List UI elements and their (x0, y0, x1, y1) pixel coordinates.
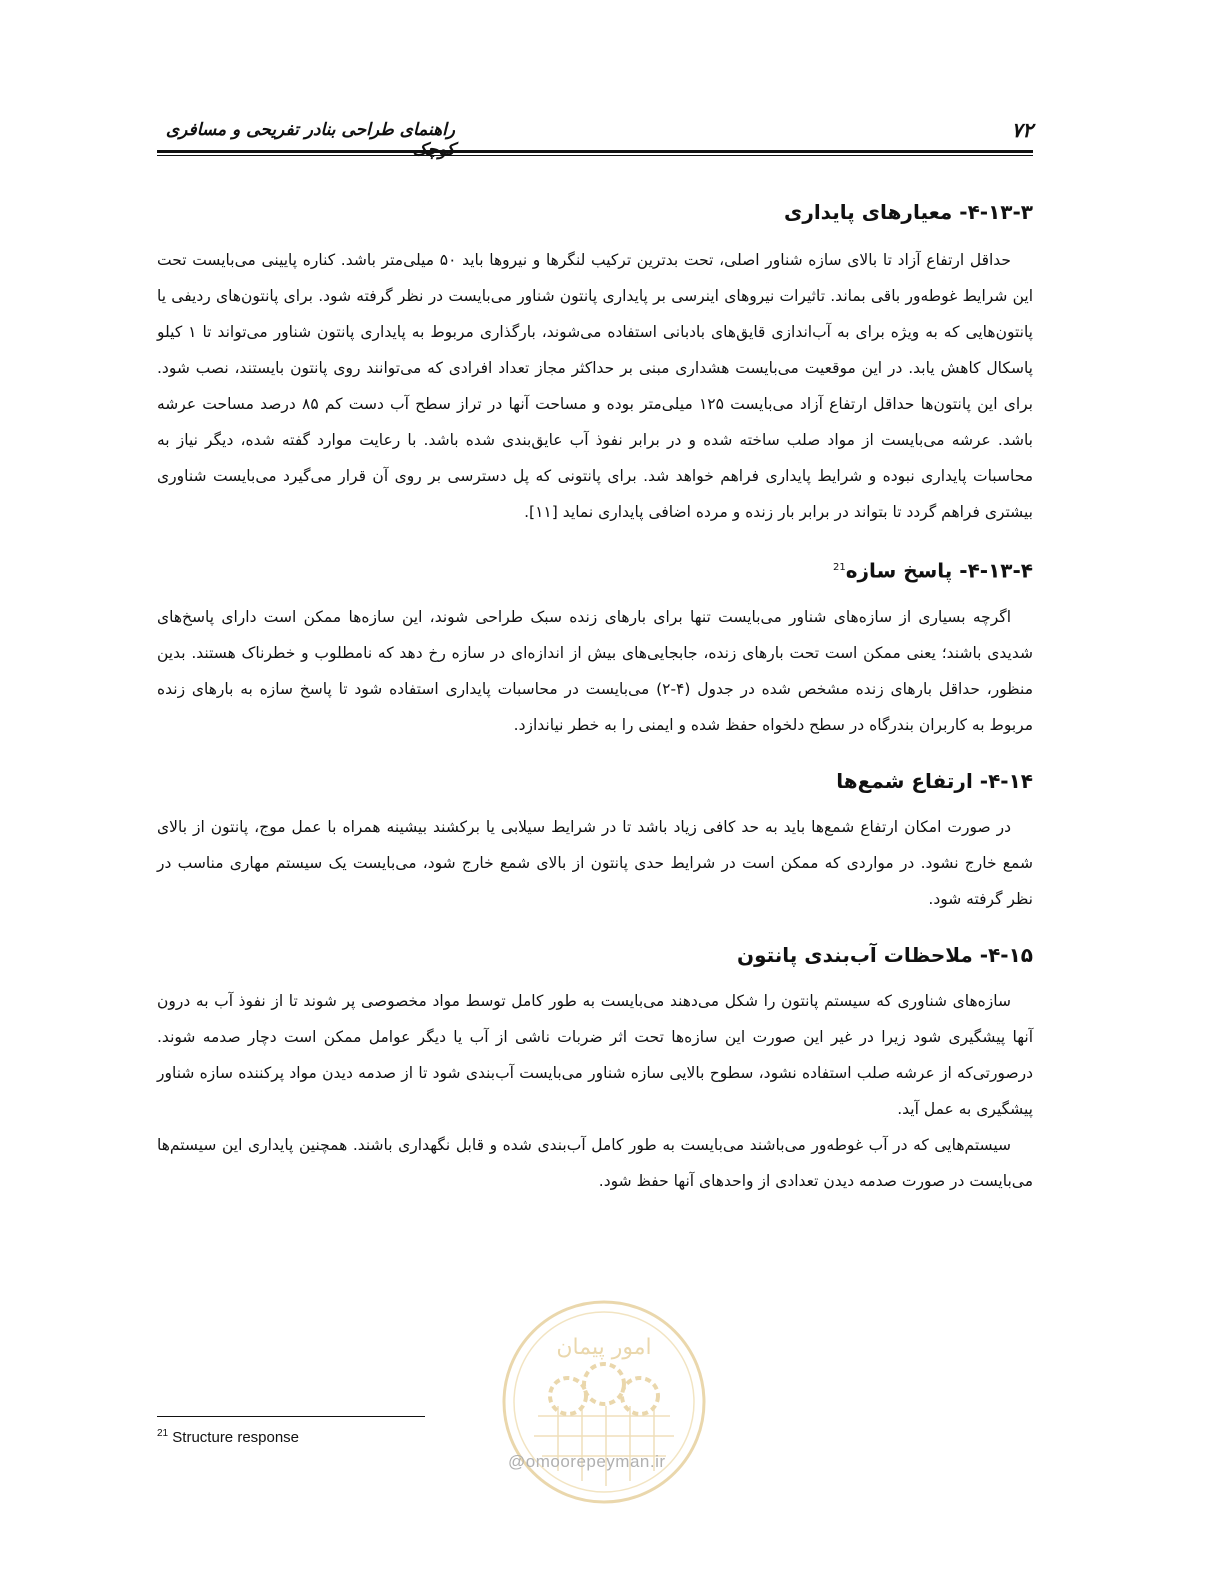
header-rule-thick (157, 150, 1033, 153)
body-content (157, 196, 1033, 1199)
paragraph-stability: حداقل ارتفاع آزاد تا بالای سازه شناور اصلی، تحت بدترین ترکیب لنگرها و نیروها باید ۵۰ میلی‌متر باشد. کناره پایینی می‌بایست تحت این شرایط غوطه‌ور باقی بماند. تاثیرات نیروهای اینرسی بر پایداری پانتون شناور می‌بایست در نظر گرفته شود. برای پانتون‌های ردیفی یا پانتون‌هایی که به ویژه برای به آب‌اندازی قایق‌های بادبانی استفاده می‌شوند، بارگذاری مربوط به پایداری پانتون شناور می‌تواند تا ۱ کیلو پاسکال کاهش یابد. در این موقعیت می‌بایست هشداری مبنی بر حداکثر مجاز تعداد افرادی که می‌توانند روی پانتون بایستند، نصب شود. برای این پانتون‌ها حداقل ارتفاع آزاد می‌بایست ۱۲۵ میلی‌متر بوده و مساحت آنها در تراز سطح آب دست کم ۸۵ درصد مساحت عرشه باشد. عرشه می‌بایست از مواد صلب ساخته شده و در برابر نفوذ آب عایق‌بندی شده باشد. با رعایت موارد گفته شده، دیگر نیاز به محاسبات پایداری نبوده و شرایط پایداری فراهم خواهد شد. برای پانتونی که پل دسترسی بر روی آن قرار می‌گیرد می‌بایست شناوری بیشتری فراهم گردد تا بتواند در برابر بار زنده و مرده اضافی پایداری نماید [۱۱]. (157, 251, 1033, 521)
header-rule-thin (157, 155, 1033, 156)
paragraph-pile-height: در صورت امکان ارتفاع شمع‌ها باید به حد کافی زیاد باشد تا در شرایط سیلابی یا برکشند بیشینه همراه با عمل موج، پانتون از بالای شمع خارج نشود. در مواردی که ممکن است در شرایط حدی پانتون از بالای شمع خارج شود، می‌بایست یک سیستم مهاری مناسب در نظر گرفته شود. (157, 817, 1033, 908)
heading-text: ۴-۱۳-۴- پاسخ سازه (845, 558, 1033, 583)
footnote-text: Structure response (172, 1429, 300, 1446)
watermark-logo (498, 1296, 710, 1508)
footnote-rule (157, 1416, 425, 1417)
watermark-text: @omoorepeyman.ir (508, 1452, 666, 1471)
section-heading-waterproofing: ۴-۱۵- ملاحظات آب‌بندی پانتون (737, 942, 1033, 967)
paragraph-waterproofing-2: سیستم‌هایی که در آب غوطه‌ور می‌باشند می‌بایست به طور کامل آب‌بندی شده و قابل نگهداری باشند. همچنین پایداری این سیستم‌ها می‌بایست در صورت صدمه دیدن تعدادی از واحدهای آنها حفظ شود. (157, 1135, 1033, 1190)
footnote-number: 21 (157, 1428, 169, 1439)
watermark-logo-text: امور پیمان (556, 1335, 652, 1360)
footnote (157, 1428, 299, 1446)
section-heading-pile-height: ۴-۱۴- ارتفاع شمع‌ها (836, 768, 1033, 793)
running-title: راهنمای طراحی بنادر تفریحی و مسافری (165, 120, 455, 140)
paragraph-structure-response: اگرچه بسیاری از سازه‌های شناور می‌بایست تنها برای بارهای زنده سبک طراحی شوند، این سازه‌ها ممکن است دارای پاسخ‌های شدیدی باشند؛ یعنی ممکن است تحت بارهای زنده، جابجایی‌های بیش از اندازه‌ای در سازه رخ دهد که نامطلوب و خطرناک هستند. بدین منظور، حداقل بارهای زنده مشخص شده در جدول (۴-۲) می‌بایست در محاسبات پایداری استفاده شود تا پاسخ سازه به بارهای زنده مربوط به کاربران بندرگاه در سطح دلخواه حفظ شده و ایمنی را به خطر نیاندازد. (157, 607, 1033, 734)
footnote-ref: 21 (833, 562, 846, 573)
paragraph-waterproofing-1: سازه‌های شناوری که سیستم پانتون را شکل می‌دهند می‌بایست به طور کامل توسط مواد مخصوصی پر شوند تا از نفوذ آب به درون آنها پیشگیری شود زیرا در غیر این صورت این سازه‌ها تحت اثر ضربات ناشی از آب یا دیگر عوامل ممکن است دچار صدمه شوند. درصورتی‌که از عرشه صلب استفاده نشود، سطوح بالایی سازه شناور می‌بایست آب‌بندی شود تا از صدمه دیدن مواد پرکننده سازه شناور پیشگیری به عمل آید. (157, 991, 1033, 1118)
section-heading-stability: ۴-۱۳-۳- معیارهای پایداری (783, 200, 1033, 224)
page-number: ۷۲ (1011, 118, 1033, 142)
page-header (157, 118, 1033, 158)
section-heading-structure-response (157, 552, 1033, 587)
